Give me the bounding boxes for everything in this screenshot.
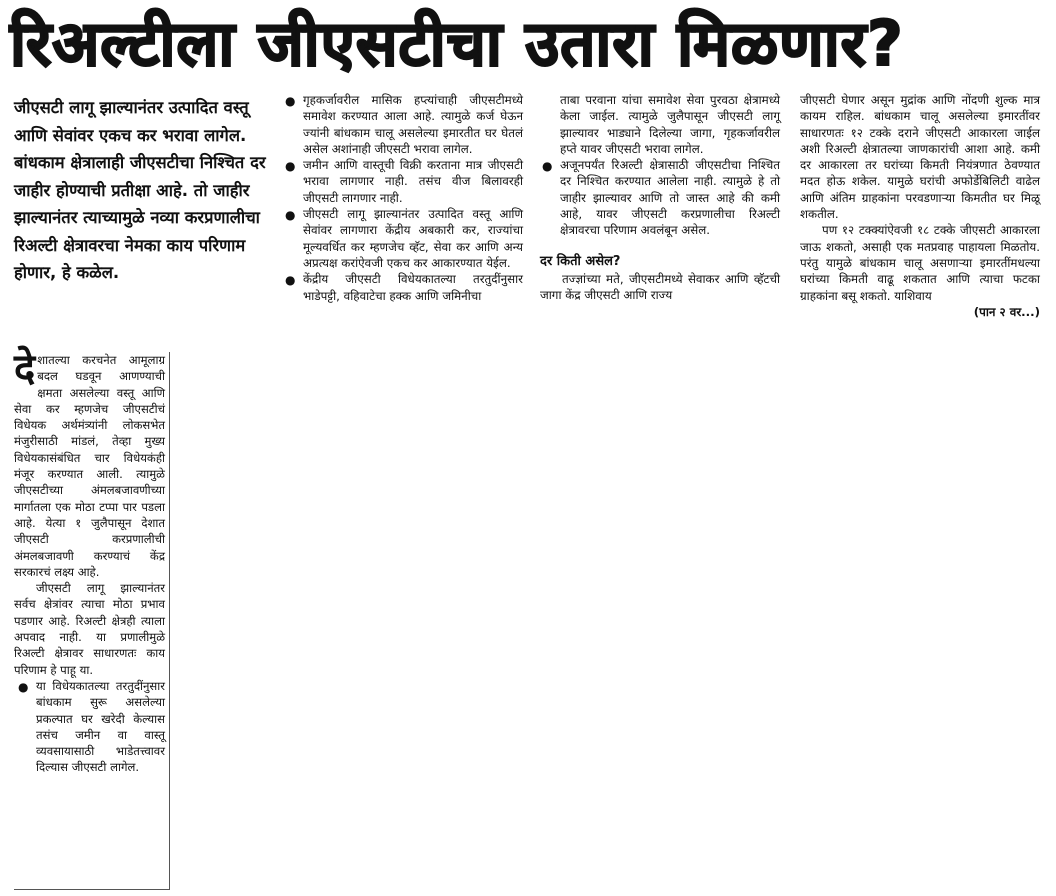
bullet-icon: ● [542,159,553,174]
paragraph: ताबा परवाना यांचा समावेश सेवा पुरवठा क्षेत्रामध्ये केला जाईल. त्यामुळे जुलैपासून जीएसटी लागू झाल्यावर भाड्याने दिलेल्या जागा, गृहकर्जावरील हप्ते यावर जीएसटी भरावा लागेल. [560,93,780,156]
opening-paragraph-text: शातल्या करचनेत आमूलाग्र बदल घडवून आणण्याची क्षमता असलेल्या वस्तू आणि सेवा कर म्हणजेच जीएसटीचं विधेयक अर्थमंत्र्यांनी लोकसभेत मंजुरीसाठी मांडलं, तेव्हा मुख्य विधेयकासंबंधित चार विधेयकंही मंजूर करण्यात आली. त्यामुळे जीएसटीच्या अंमलबजावणीच्या मार्गातला एक मोठा टप्पा पार पडला आहे. येत्या १ जुलैपासून देशात जीएसटी करप्रणालीची अंमलबजावणी करण्याचं केंद्र सरकारचं लक्ष्य आहे. [14,353,165,579]
column-4 [800,92,1040,320]
bullet-text: केंद्रीय जीएसटी विधेयकातल्या तरतुदींनुसार भाडेपट्टी, वहिवाटेचा हक्क आणि जमिनीचा [303,272,523,303]
bullet-item [14,678,165,776]
bullet-item [540,157,780,238]
column-3 [540,92,780,303]
bullet-text: अजूनपर्यंत रिअल्टी क्षेत्रासाठी जीएसटीचा निश्चित दर निश्चित करण्यात आलेला नाही. त्यामुळे हे तो जाहीर झाल्यावर आणि तो जास्त आहे की कमी आहे, यावर जीएसटी करप्रणालीचा रिअल्टी क्षेत्रावरचा परिणाम अवलंबून असेल. [560,158,780,238]
bullet-text: जीएसटी लागू झाल्यानंतर उत्पादित वस्तू आणि सेवांवर लागणारा केंद्रीय अबकारी कर, राज्यांचा मूल्यवर्धित कर म्हणजेच व्हॅट, सेवा कर आणि अन्य अप्रत्यक्ष करांऐवजी एकच कर आकारण्यात येईल. [303,207,523,270]
bullet-icon: ● [285,208,296,223]
bullet-text: गृहकर्जावरील मासिक हप्त्यांचाही जीएसटीमध्ये समावेश करण्यात आला आहे. त्यामुळे कर्ज घेऊन ज्यांनी बांधकाम चालू असलेल्या इमारतीत घर घेतलं असेल अशांनाही जीएसटी भरावा लागेल. [303,93,523,156]
bullet-icon: ● [285,273,296,288]
paragraph: पण १२ टक्क्यांऐवजी १८ टक्के जीएसटी आकारला जाऊ शकतो, असाही एक मतप्रवाह पाहायला मिळतोय. परंतु यामुळे बांधकाम चालू असणाऱ्या इमारतींमधल्या घरांच्या किमती वाढू शकतात आणि त्याचा फटका ग्राहकांना बसू शकतो. याशिवाय [800,223,1040,303]
drop-cap: दे [14,346,36,392]
bullet-item [283,157,523,206]
paragraph: जीएसटी लागू झाल्यानंतर सर्वच क्षेत्रांवर त्याचा मोठा प्रभाव पडणार आहे. रिअल्टी क्षेत्रही त्याला अपवाद नाही. या प्रणालीमुळे रिअल्टी क्षेत्रावर साधारणतः काय परिणाम हे पाहू या. [14,581,165,677]
intro-summary: जीएसटी लागू झाल्यानंतर उत्पादित वस्तू आणि सेवांवर एकच कर भरावा लागेल. बांधकाम क्षेत्रालाही जीएसटीचा निश्चित दर जाहीर होण्याची प्रतीक्षा आहे. तो जाहीर झाल्यानंतर त्याच्यामुळे नव्या करप्रणालीचा रिअल्टी क्षेत्रावरचा नेमका काय परिणाम होणार, हे कळेल. [14,98,266,282]
paragraph: तज्ज्ञांच्या मते, जीएसटीमध्ये सेवाकर आणि व्हॅटची जागा केंद्र जीएसटी आणि राज्य [540,271,780,302]
bullet-item [283,92,523,157]
bullet-text: या विधेयकातल्या तरतुदींनुसार बांधकाम सुरू असलेल्या प्रकल्पात घर खरेदी केल्यास तसंच जमीन वा वास्तू व्यवसायासाठी भाडेतत्त्वावर दिल्यास जीएसटी लागेल. [36,678,165,775]
continued-notice[interactable]: (पान २ वर...) [973,304,1040,319]
left-column [14,346,170,890]
bullet-item [283,271,523,304]
bullet-icon: ● [18,679,29,694]
opening-paragraph [14,346,165,580]
bullet-icon: ● [285,159,296,174]
bullet-text: जमीन आणि वास्तूची विक्री करताना मात्र जीएसटी भरावा लागणार नाही. तसंच वीज बिलावरही जीएसटी लागणार नाही. [303,158,523,205]
bullet-item [283,206,523,271]
subheading: दर किती असेल? [540,253,621,269]
column-2 [283,92,523,304]
bullet-icon: ● [285,94,296,108]
headline: रिअल्टीला जीएसटीचा उतारा मिळणार? [10,7,904,80]
paragraph: जीएसटी घेणार असून मुद्रांक आणि नोंदणी शुल्क मात्र कायम राहिल. बांधकाम चालू असलेल्या इमारतींवर साधारणतः १२ टक्के दराने जीएसटी आकारला जाईल अशी रिअल्टी क्षेत्रातल्या जाणकारांची आशा आहे. कमी दर आकारला तर घरांच्या किमती नियंत्रणात ठेवण्यात मदत होऊ शकेल. यामुळे घरांची अफोर्डेबिलिटी वाढेल आणि अंतिम ग्राहकांना परवडणाऱ्या किमतीत घर मिळू शकतील. [800,93,1040,222]
